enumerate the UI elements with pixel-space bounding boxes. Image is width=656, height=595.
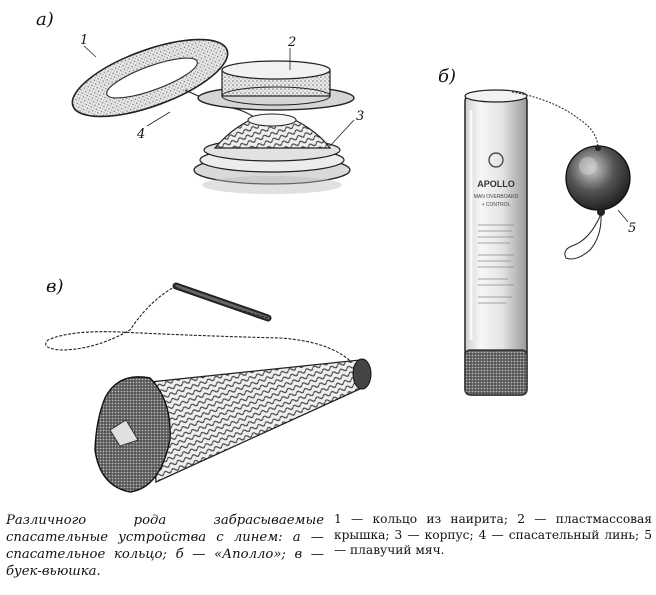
panel-b <box>438 66 636 395</box>
caption-legend: 1 — кольцо из наирита; 2 — пластмассовая крышка; 3 — корпус; 4 — спасательный линь; 5 — плавучий мяч. <box>334 512 652 557</box>
caption-main: Различного рода забрасываемые спасательные устройства с линем: а — спасательное кольцо; б — «Аполло»; в — буек-вьюшка. <box>6 513 324 579</box>
housing <box>194 114 350 194</box>
panel-a <box>36 9 364 194</box>
apollo-canister <box>465 90 527 395</box>
callout-1: 1 <box>80 33 89 48</box>
callout-3: 3 <box>356 109 365 124</box>
callout-2: 2 <box>288 35 297 50</box>
canister-line-1: MAN OVERBOARD <box>473 194 519 200</box>
rescue-ring <box>63 24 236 133</box>
line-handle <box>176 286 268 318</box>
callout-4: 4 <box>137 127 146 142</box>
panel-c <box>46 276 371 492</box>
panel-a-label: а) <box>36 9 54 30</box>
buoy-reel <box>95 359 371 492</box>
floating-ball <box>565 145 630 259</box>
panel-c-label: в) <box>46 276 64 297</box>
panel-b-label: б) <box>438 66 457 87</box>
canister-brand: APOLLO <box>477 179 515 189</box>
canister-line-2: + CONTROL <box>481 202 511 208</box>
callout-5: 5 <box>628 221 637 236</box>
